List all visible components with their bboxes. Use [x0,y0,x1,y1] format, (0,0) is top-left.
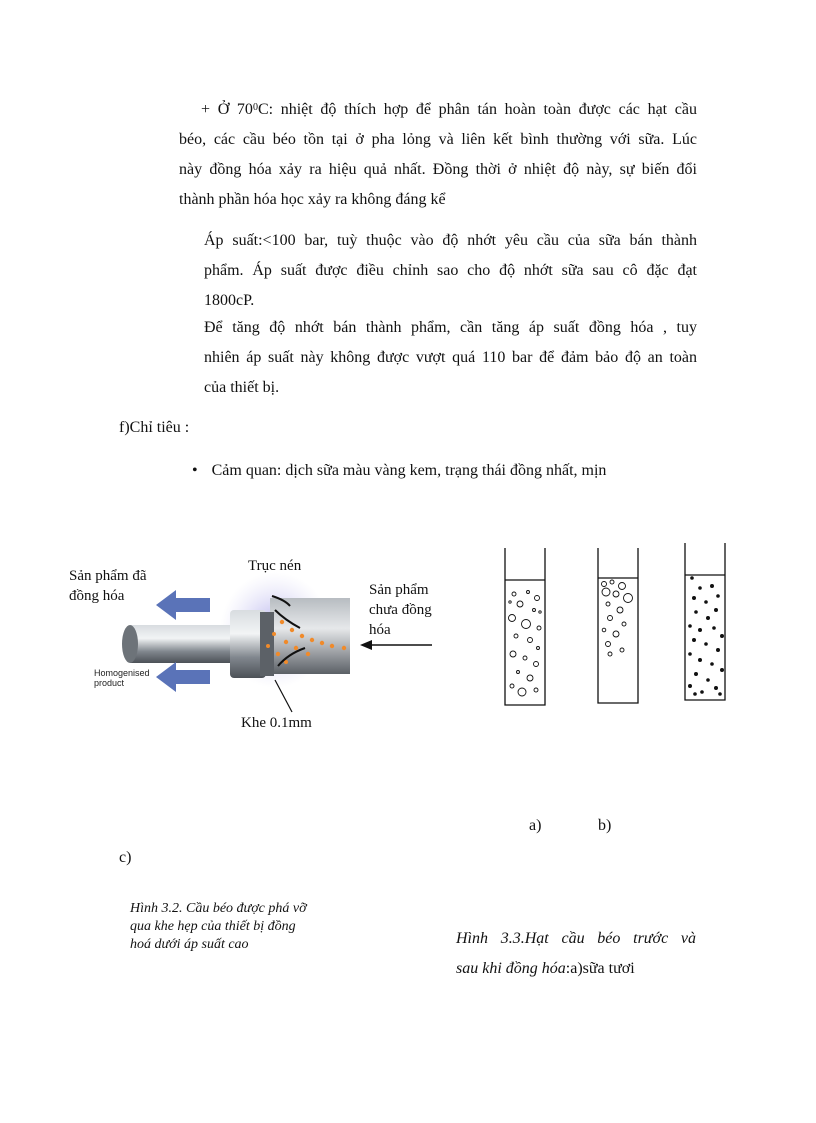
paragraph-line: béo, các cầu béo tồn tại ở pha lỏng và liên kết bình thường với sữa. Lúc [179,131,697,148]
globules-a [509,591,542,697]
output-arrow-top [156,590,210,620]
paragraph-line: nhiên áp suất này không được vượt quá 110 bar để đảm bảo độ an toàn [204,349,697,366]
paragraph-temperature [179,95,697,215]
beaker-a [505,548,545,705]
paragraph-line: này đồng hóa xảy ra hiệu quả nhất. Đồng thời ở nhiệt độ này, sự biến đổi [179,161,697,178]
bullet-text: Cảm quan: dịch sữa màu vàng kem, trạng thái đồng nhất, mịn [211,462,607,479]
paragraph-line: của thiết bị. [204,379,280,396]
paragraph-line: phẩm. Áp suất được điều chỉnh sao cho độ nhớt sữa sau cô đặc đạt [204,262,697,279]
label-c: c) [119,849,132,866]
caption-figure-3-3: Hình 3.3.Hạt cầu béo trước và sau khi đồng hóa:a)sữa tươi [456,930,696,977]
paragraph-line: Để tăng độ nhớt bán thành phẩm, cần tăng áp suất đồng hóa , tuy [204,319,697,336]
globules-c [689,577,724,696]
figure-fat-globules [500,540,740,715]
bullet-symbol: • [192,462,198,479]
label-b: b) [598,817,612,834]
globules-b [602,580,633,656]
paragraph-viscosity [204,313,697,403]
beaker-b [598,548,638,703]
inset-label: Homogenised product [94,668,150,688]
label-a: a) [529,817,542,834]
bullet-item [192,456,606,486]
section-heading: f)Chỉ tiêu : [119,419,190,436]
piston-rod [130,625,240,663]
paragraph-pressure [204,226,697,316]
caption-figure-3-2: Hình 3.2. Cầu béo được phá vỡ qua khe hẹp của thiết bị đồng hoá dưới áp suất cao [130,901,307,952]
beaker-c [685,543,725,700]
paragraph-line: thành phần hóa học xảy ra không đáng kể [179,191,446,208]
paragraph-line: Áp suất:<100 bar, tuỳ thuộc vào độ nhớt yêu cầu của sữa bán thành [204,232,697,249]
valve-collar-inner [260,612,274,676]
paragraph-line: + Ở $70^0C$: nhiệt độ thích hợp để phân tán hoàn toàn được các hạt cầu [201,101,698,118]
rod-end [122,625,138,663]
label-product: Sản phẩm đã đồng hóa [69,568,147,604]
input-arrow-head [360,640,372,650]
paragraph-line: 1800cP. [204,292,255,309]
output-arrow-bottom [156,662,210,692]
figure-homogenizer [60,550,450,740]
label-roller: Trục nén [248,558,302,574]
globule-beakers [500,540,740,715]
label-gap: Khe 0.1mm [241,715,312,731]
label-input: Sản phẩm chưa đồng hóa [369,582,432,638]
